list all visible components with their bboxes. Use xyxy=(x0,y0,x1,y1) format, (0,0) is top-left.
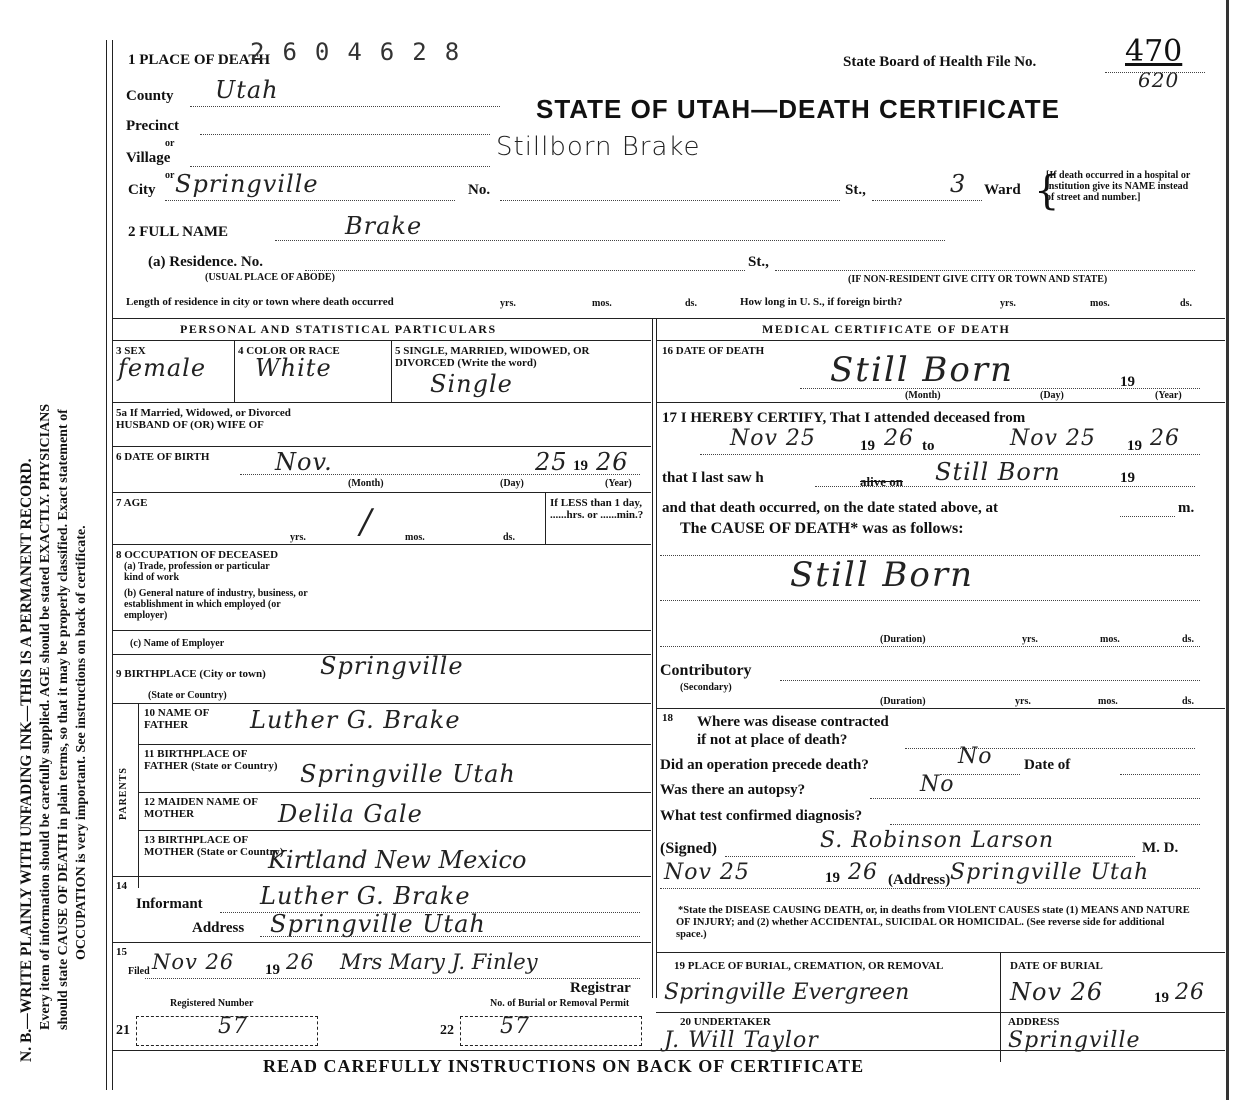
autopsy-line xyxy=(870,798,1200,799)
burial-no-label: No. of Burial or Removal Permit xyxy=(490,998,630,1009)
filed-num: 15 xyxy=(116,946,127,958)
address-line xyxy=(260,936,640,937)
filed-year: 26 xyxy=(286,950,315,974)
parents-label: PARENTS xyxy=(118,767,129,820)
reg-number-label: Registered Number xyxy=(170,998,254,1009)
file-no-line xyxy=(1105,72,1205,73)
dod-month-label: (Month) xyxy=(905,390,941,401)
personal-header-rule xyxy=(113,340,651,341)
signed-year-prefix: 19 xyxy=(825,870,840,886)
us-ds: ds. xyxy=(1180,298,1192,309)
reg-number-value: 57 xyxy=(218,1014,248,1039)
occupation-a: (a) Trade, profession or particular kind of work xyxy=(124,561,270,583)
length-yrs: yrs. xyxy=(500,298,516,309)
ward-line xyxy=(872,200,982,201)
ward-brace: { xyxy=(1034,168,1060,214)
file-no: 470 xyxy=(1125,34,1183,69)
occupation-c: (c) Name of Employer xyxy=(130,638,225,649)
cause-line-2 xyxy=(660,600,1200,601)
birthplace-rule xyxy=(113,703,651,704)
dob-day-label: (Day) xyxy=(500,478,524,489)
duration-mos: mos. xyxy=(1100,634,1120,645)
informant-rule xyxy=(113,942,651,943)
footnote: *State the DISEASE CAUSING DEATH, or, in deaths from VIOLENT CAUSES state (1) MEANS AND NATURE OF INJURY; and (2) whether ACCIDENTAL, SUICIDAL OR HOMICIDAL. (See reverse side for additional space.) xyxy=(676,905,1190,940)
ward-value: 3 xyxy=(950,170,967,198)
filed-date: Nov 26 xyxy=(152,950,235,974)
from-year-prefix: 19 xyxy=(860,438,875,454)
main-top-rule xyxy=(113,318,1225,319)
dob-year-label: (Year) xyxy=(605,478,632,489)
autopsy-value: No xyxy=(920,772,955,797)
cause-line-1 xyxy=(660,555,1200,556)
last-saw-value: Still Born xyxy=(935,458,1061,486)
county-value: Utah xyxy=(215,76,279,104)
filed-year-prefix: 19 xyxy=(265,962,280,978)
to-date: Nov 25 xyxy=(1010,426,1096,451)
mother-label: 12 MAIDEN NAME OF MOTHER xyxy=(144,796,258,820)
dob-month: Nov. xyxy=(275,448,333,476)
burial-number-box xyxy=(460,1016,642,1046)
residence-line xyxy=(305,270,745,271)
personal-header: PERSONAL AND STATISTICAL PARTICULARS xyxy=(180,322,497,336)
stillborn-annotation: Stillborn Brake xyxy=(496,132,701,162)
ward-label: Ward xyxy=(984,182,1021,198)
occurred-label: and that death occurred, on the date stated above, at xyxy=(662,500,998,516)
color-rule xyxy=(391,340,392,402)
marital-value: Single xyxy=(430,370,513,398)
burial-num-idx: 22 xyxy=(440,1023,454,1038)
occupation-rule xyxy=(113,630,651,631)
center-rule xyxy=(652,318,653,998)
burial-rule xyxy=(656,1012,1225,1013)
or-2: or xyxy=(165,170,175,181)
registrar-name: Mrs Mary J. Finley xyxy=(340,950,538,974)
city-label: City xyxy=(128,182,156,198)
non-resident-label: (IF NON-RESIDENT GIVE CITY OR TOWN AND STATE) xyxy=(848,274,1108,285)
age-ds: ds. xyxy=(503,532,515,543)
reg-num-idx: 21 xyxy=(116,1023,130,1038)
no-label: No. xyxy=(468,182,491,198)
burial-year-prefix: 19 xyxy=(1154,990,1169,1006)
duration2-label: (Duration) xyxy=(880,696,926,707)
village-label: Village xyxy=(126,150,171,166)
dob-label: 6 DATE OF BIRTH xyxy=(116,451,210,463)
county-label: County xyxy=(126,88,174,104)
mother-birthplace-value: Kirtland New Mexico xyxy=(268,846,527,874)
footer-instructions: READ CAREFULLY INSTRUCTIONS ON BACK OF CERTIFICATE xyxy=(263,1056,865,1076)
duration-label: (Duration) xyxy=(880,634,926,645)
informant-num: 14 xyxy=(116,880,127,892)
full-name-value: Brake xyxy=(345,212,423,240)
signed-date: Nov 25 xyxy=(664,860,750,885)
occurred-line xyxy=(1120,516,1175,517)
burial-year: 26 xyxy=(1175,980,1205,1005)
undertaker-address-label: ADDRESS xyxy=(1008,1016,1060,1028)
dod-label: 16 DATE OF DEATH xyxy=(662,345,765,357)
full-name-line xyxy=(275,240,945,241)
informant-label: Informant xyxy=(136,896,203,912)
side-instructions-1: N. B.—WRITE PLAINLY WITH UNFADING INK—THIS IS A PERMANENT RECORD. xyxy=(18,458,35,1062)
duration-line xyxy=(660,646,1200,647)
certificate-title: STATE OF UTAH—DEATH CERTIFICATE xyxy=(536,94,1060,124)
m-label: m. xyxy=(1178,500,1195,516)
file-no-alt: 620 xyxy=(1138,68,1180,92)
burial-date-label: DATE OF BURIAL xyxy=(1010,960,1103,972)
contributory-rule xyxy=(656,708,1225,709)
last-year-prefix: 19 xyxy=(1120,470,1135,486)
dod-year-prefix: 19 xyxy=(1120,374,1135,390)
dob-year: 26 xyxy=(596,448,629,476)
occupation-label: 8 OCCUPATION OF DECEASED xyxy=(116,549,279,561)
dod-line xyxy=(800,388,1200,389)
dob-line xyxy=(240,474,640,475)
dob-month-label: (Month) xyxy=(348,478,384,489)
age-label: 7 AGE xyxy=(116,497,148,509)
certify-label: 17 I HEREBY CERTIFY, That I attended deceased from xyxy=(662,410,1026,426)
alive-on-label: alive on xyxy=(860,474,903,489)
medical-header-rule xyxy=(656,340,1225,341)
village-line xyxy=(190,166,490,167)
secondary-label: (Secondary) xyxy=(680,682,732,693)
from-date: Nov 25 xyxy=(730,426,816,451)
mother-value: Delila Gale xyxy=(278,800,423,828)
right-border xyxy=(1226,0,1229,1100)
autopsy-label: Was there an autopsy? xyxy=(660,782,806,798)
birthplace-state-label: (State or Country) xyxy=(148,690,227,701)
father-rule xyxy=(138,744,651,745)
side-instructions-2: Every item of information should be carefully supplied. AGE should be stated EXACTLY. PHYSICIANS xyxy=(38,403,53,1030)
sex-value: female xyxy=(118,354,207,382)
signed-address-line xyxy=(660,888,1200,889)
residence-label: (a) Residence. No. xyxy=(148,254,263,270)
precinct-line xyxy=(200,134,490,135)
birthplace-value: Springville xyxy=(320,652,464,680)
burial-number-value: 57 xyxy=(500,1014,530,1039)
sex-label: 3 SEX xyxy=(116,345,146,357)
cause-value: Still Born xyxy=(790,555,974,595)
us-yrs: yrs. xyxy=(1000,298,1016,309)
signed-address: Springville Utah xyxy=(950,860,1150,885)
dod-value: Still Born xyxy=(830,350,1014,390)
st-label: St., xyxy=(845,182,866,198)
medical-header: MEDICAL CERTIFICATE OF DEATH xyxy=(762,322,1011,336)
age-rule xyxy=(545,492,546,544)
length-ds: ds. xyxy=(685,298,697,309)
father-value: Luther G. Brake xyxy=(250,706,461,734)
footnote-rule xyxy=(656,952,1225,953)
date-of-line xyxy=(1120,774,1200,775)
signed-line xyxy=(725,856,1135,857)
color-label: 4 COLOR OR RACE xyxy=(238,345,340,357)
to-year: 26 xyxy=(1150,426,1180,451)
city-value: Springville xyxy=(175,170,319,198)
left-border-2 xyxy=(112,40,113,1090)
age-mark: / xyxy=(360,502,374,542)
parents-rule xyxy=(138,703,139,888)
duration-ds: ds. xyxy=(1182,634,1194,645)
signed-year: 26 xyxy=(848,860,878,885)
mother-rule xyxy=(138,830,651,831)
duration2-mos: mos. xyxy=(1098,696,1118,707)
q18-line xyxy=(905,748,1195,749)
registrar-label: Registrar xyxy=(570,980,631,996)
spouse-label: 5a If Married, Widowed, or Divorced HUSBAND OF (OR) WIFE OF xyxy=(116,407,291,431)
q18-label-2: if not at place of death? xyxy=(697,732,848,748)
last-saw-line xyxy=(815,486,1195,487)
length-mos: mos. xyxy=(592,298,612,309)
mother-bp-rule xyxy=(113,876,651,877)
occupation-b: (b) General nature of industry, business, or establishment in which employed (or employer) xyxy=(124,588,308,621)
length-residence-label: Length of residence in city or town where death occurred xyxy=(126,296,394,308)
no-line xyxy=(500,200,840,201)
footer-rule xyxy=(113,1050,1225,1051)
mother-birthplace-label: 13 BIRTHPLACE OF MOTHER (State or Country) xyxy=(144,834,284,858)
dob-day: 25 xyxy=(535,448,568,476)
or-1: or xyxy=(165,138,175,149)
age-mos: mos. xyxy=(405,532,425,543)
signed-label: (Signed) xyxy=(660,840,717,857)
spouse-rule xyxy=(113,446,651,447)
father-bp-rule xyxy=(138,792,651,793)
hospital-note: [If death occurred in a hospital or institution give its NAME instead of street and number.] xyxy=(1046,170,1191,203)
burial-date-rule xyxy=(1000,952,1001,1062)
marital-label: 5 SINGLE, MARRIED, WIDOWED, OR DIVORCED (Write the word) xyxy=(395,345,590,369)
father-birthplace-label: 11 BIRTHPLACE OF FATHER (State or Country) xyxy=(144,748,278,772)
q18-label: Where was disease contracted xyxy=(697,714,889,730)
informant-value: Luther G. Brake xyxy=(260,882,471,910)
sex-rule xyxy=(234,340,235,402)
test-label: What test confirmed diagnosis? xyxy=(660,808,863,824)
age-yrs: yrs. xyxy=(290,532,306,543)
county-line xyxy=(190,106,500,107)
full-name-label: 2 FULL NAME xyxy=(128,224,229,240)
if-less-label: If LESS than 1 day, ......hrs. or ......min.? xyxy=(550,497,644,521)
duration2-ds: ds. xyxy=(1182,696,1194,707)
undertaker-label: 20 UNDERTAKER xyxy=(680,1016,771,1028)
us-label: How long in U. S., if foreign birth? xyxy=(740,296,903,308)
place-of-death-label: 1 PLACE OF DEATH xyxy=(128,52,271,68)
operation-label: Did an operation precede death? xyxy=(660,757,869,773)
sex-row-rule xyxy=(113,402,651,403)
dod-day-label: (Day) xyxy=(1040,390,1064,401)
to-year-prefix: 19 xyxy=(1127,438,1142,454)
md-label: M. D. xyxy=(1142,840,1179,856)
father-label: 10 NAME OF FATHER xyxy=(144,707,209,731)
side-instructions-3: should state CAUSE OF DEATH in plain terms, so that it may be properly classified. Exact statement of xyxy=(56,409,71,1030)
dod-rule xyxy=(656,402,1225,403)
dod-year-label: (Year) xyxy=(1155,390,1182,401)
color-value: White xyxy=(255,354,332,382)
to-label: to xyxy=(922,438,935,454)
duration2-yrs: yrs. xyxy=(1015,696,1031,707)
residence-st-line xyxy=(775,270,1195,271)
burial-date-value: Nov 26 xyxy=(1010,978,1104,1006)
side-instructions-4: OCCUPATION is very important. See instructions on back of certificate. xyxy=(74,525,89,960)
informant-address-label: Address xyxy=(192,920,245,936)
left-border xyxy=(106,40,107,1090)
center-rule-2 xyxy=(656,318,657,998)
undertaker-address-value: Springville xyxy=(1008,1028,1141,1053)
dob-rule xyxy=(113,492,651,493)
signed-value: S. Robinson Larson xyxy=(820,828,1055,853)
birthplace-label: 9 BIRTHPLACE (City or town) xyxy=(116,668,266,680)
from-year: 26 xyxy=(884,426,914,451)
father-birthplace-value: Springville Utah xyxy=(300,760,516,788)
burial-place-value: Springville Evergreen xyxy=(664,980,910,1005)
usual-abode-label: (USUAL PLACE OF ABODE) xyxy=(205,272,335,283)
signed-address-label: (Address) xyxy=(888,872,951,888)
burial-place-label: 19 PLACE OF BURIAL, CREMATION, OR REMOVAL xyxy=(674,960,944,972)
informant-address-value: Springville Utah xyxy=(270,910,486,938)
contributory-line xyxy=(780,680,1200,681)
last-saw-label: that I last saw h xyxy=(662,470,764,486)
precinct-label: Precinct xyxy=(126,118,180,134)
q18-num: 18 xyxy=(662,712,673,724)
filed-line xyxy=(145,978,640,979)
residence-st-label: St., xyxy=(748,254,769,270)
age-bottom-rule xyxy=(113,544,651,545)
stamp-number: 2604628 xyxy=(250,38,478,66)
contributory-label: Contributory xyxy=(660,662,752,679)
file-no-label: State Board of Health File No. xyxy=(843,54,1037,70)
operation-value: No xyxy=(958,744,993,769)
duration-yrs: yrs. xyxy=(1022,634,1038,645)
undertaker-value: J. Will Taylor xyxy=(664,1028,819,1053)
us-mos: mos. xyxy=(1090,298,1110,309)
certify-line xyxy=(700,454,1200,455)
cause-label: The CAUSE OF DEATH* was as follows: xyxy=(680,520,964,537)
date-of-label: Date of xyxy=(1024,757,1071,773)
dob-year-prefix: 19 xyxy=(573,458,588,474)
test-line xyxy=(890,824,1200,825)
city-line xyxy=(165,200,455,201)
filed-label: Filed xyxy=(128,966,150,977)
